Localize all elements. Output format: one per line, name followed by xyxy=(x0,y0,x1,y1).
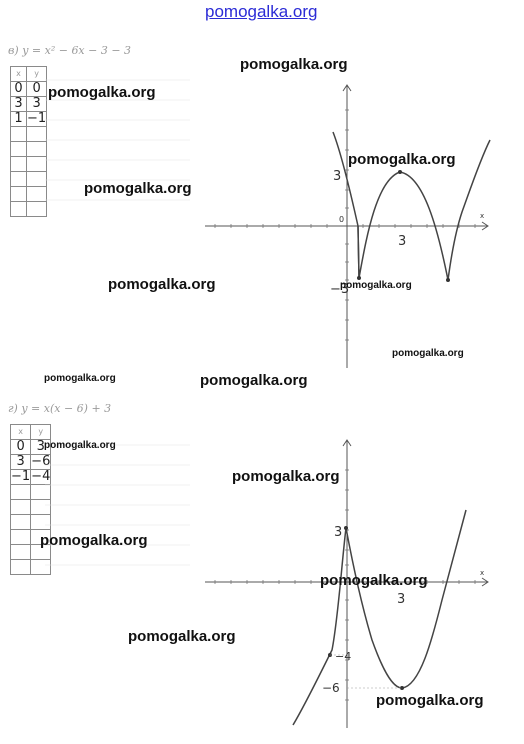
watermark-label: pomogalka.org xyxy=(44,373,116,384)
table-header-y: y xyxy=(27,67,47,82)
table-cell: 3 xyxy=(31,440,51,455)
table-header-y: y xyxy=(31,425,51,440)
graph-b-yneg3-label: −3 xyxy=(330,282,350,297)
table-cell: 3 xyxy=(11,97,27,112)
watermark-label: pomogalka.org xyxy=(108,276,216,293)
graph-b-origin-label: 0 xyxy=(339,215,345,224)
graph-b-x3-label: 3 xyxy=(398,234,407,249)
graph-b-cusp-left xyxy=(358,226,359,278)
table-cell: 3 xyxy=(11,455,31,470)
watermark-label: pomogalka.org xyxy=(376,692,484,709)
watermark-label: pomogalka.org xyxy=(48,84,156,101)
table-cell: 3 xyxy=(27,97,47,112)
problem-b-equation: в) y = x² − 6x − 3 − 3 xyxy=(8,44,132,57)
watermark-label: pomogalka.org xyxy=(320,572,428,589)
table-cell: 0 xyxy=(11,82,27,97)
watermark-label: pomogalka.org xyxy=(348,151,456,168)
graph-g-y-intercept-point xyxy=(344,526,348,530)
graph-b-min-point xyxy=(446,278,450,282)
table-cell: −1 xyxy=(27,111,47,126)
graph-b-x-label: x xyxy=(480,212,485,220)
graph-g-yneg6-label: −6 xyxy=(322,681,340,695)
site-watermark-top[interactable]: pomogalka.org xyxy=(205,2,318,21)
table-cell: 0 xyxy=(11,440,31,455)
watermark-label: pomogalka.org xyxy=(84,180,192,197)
table-header-x: x xyxy=(11,425,31,440)
watermark-label: pomogalka.org xyxy=(44,440,116,451)
table-cell: 1 xyxy=(11,112,27,127)
graph-g-y3-label: 3 xyxy=(334,525,343,540)
watermark-label: pomogalka.org xyxy=(240,56,348,73)
graph-b-y3-label: 3 xyxy=(333,169,342,184)
watermark-label: pomogalka.org xyxy=(200,372,308,389)
graph-b-vertex-point xyxy=(398,170,402,174)
problem-g-equation: г) y = x(x − 6) + 3 xyxy=(8,402,112,415)
table-cell: 0 xyxy=(27,82,47,97)
watermark-label: pomogalka.org xyxy=(128,628,236,645)
table-cell: −4 xyxy=(31,469,51,484)
table-cell: −6 xyxy=(31,454,51,469)
graph-g-x3-label: 3 xyxy=(397,592,406,607)
graph-g-yneg4-label: −4 xyxy=(335,650,352,663)
graph-b xyxy=(205,85,490,368)
watermark-label: pomogalka.org xyxy=(392,348,464,359)
watermark-label: pomogalka.org xyxy=(232,468,340,485)
table-header-x: x xyxy=(11,67,27,82)
watermark-label: pomogalka.org xyxy=(340,280,412,291)
graph-g-x-label: x xyxy=(480,569,485,577)
watermark-label: pomogalka.org xyxy=(40,532,148,549)
table-cell: −1 xyxy=(11,469,31,484)
